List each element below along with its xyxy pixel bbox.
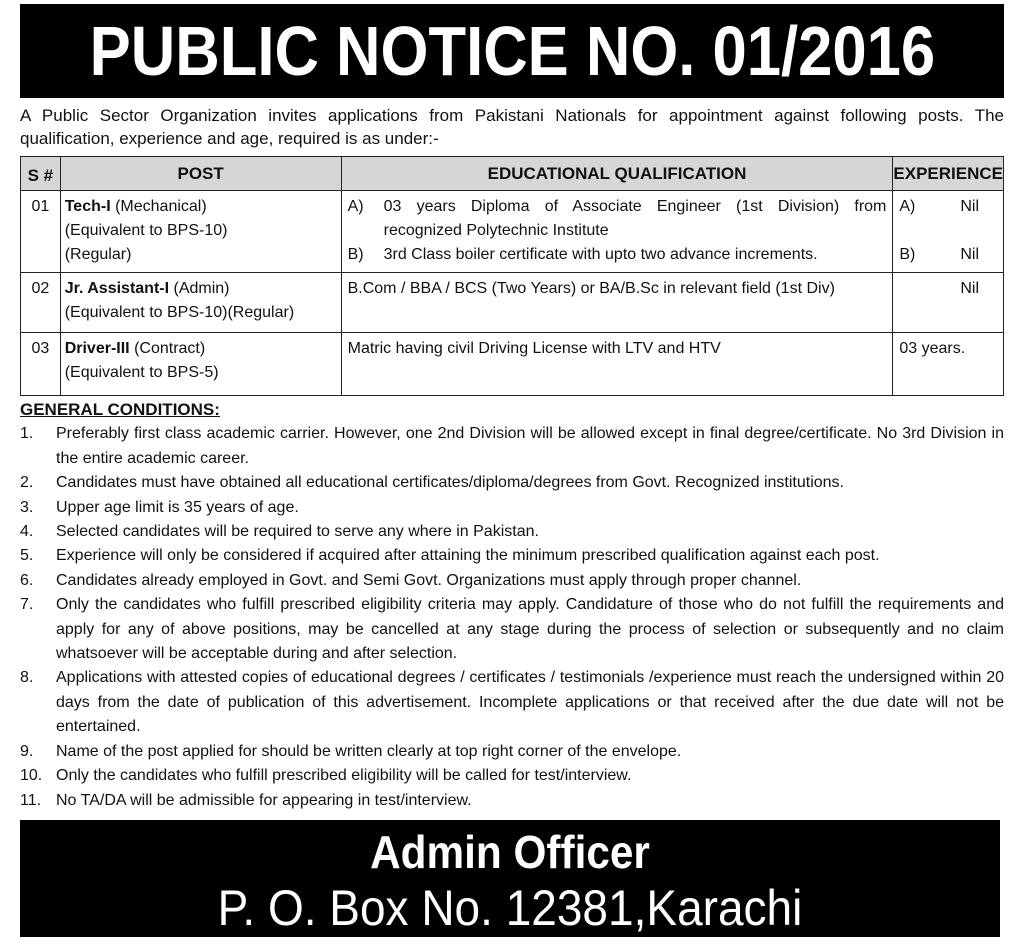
- condition-number: 4.: [20, 523, 34, 541]
- conditions-list: [20, 422, 1004, 813]
- condition-number: 2.: [20, 474, 34, 492]
- condition-item: [20, 544, 1004, 568]
- condition-text: Only the candidates who fulfill prescribed eligibility criteria may apply. Candidature of those who do not fulfill the requirements and apply for any of above positions, may be cancelled at any stage during the process of selection or subsequently and no claim whatsoever will be acceptable during and after selection.: [56, 596, 1004, 663]
- footer-address: P. O. Box No. 12381,Karachi: [217, 880, 803, 936]
- row-post: [60, 333, 341, 396]
- intro-paragraph: [20, 104, 1004, 150]
- exp-key-b: B): [899, 246, 916, 263]
- table-row: [21, 273, 1004, 333]
- qual-key-a: A): [347, 198, 364, 215]
- condition-number: 6.: [20, 571, 34, 589]
- exp-val: Nil: [960, 280, 979, 297]
- condition-text: Name of the post applied for should be written clearly at top right corner of the envelope.: [56, 742, 682, 760]
- posts-table: [20, 156, 1004, 396]
- intro-line-1: A Public Sector Organization invites applications from Pakistani Nationals for appointment against following posts. The: [20, 106, 1004, 125]
- condition-number: 5.: [20, 547, 34, 565]
- condition-item: [20, 520, 1004, 544]
- condition-number: 9.: [20, 742, 34, 760]
- post-name: Tech-I: [64, 198, 111, 215]
- condition-text: Upper age limit is 35 years of age.: [56, 498, 299, 516]
- row-sn: 02: [21, 273, 61, 333]
- condition-number: 8.: [20, 669, 34, 687]
- exp-key-a: A): [899, 198, 916, 215]
- header-experience: EXPERIENCE: [893, 157, 1004, 191]
- post-grade: (Equivalent to BPS-10)(Regular): [64, 304, 295, 321]
- post-grade: (Equivalent to BPS-10): [64, 222, 228, 239]
- row-post: [60, 191, 341, 273]
- contact-footer: [20, 820, 1000, 937]
- row-experience: [893, 273, 1004, 333]
- row-post: [60, 273, 341, 333]
- condition-number: 11.: [20, 791, 42, 809]
- footer-title: Admin Officer: [370, 826, 650, 878]
- condition-text: Experience will only be considered if acquired after attaining the minimum prescribed qualification against each post.: [56, 547, 880, 565]
- condition-text: Selected candidates will be required to serve any where in Pakistan.: [56, 523, 539, 541]
- row-qualification: B.Com / BBA / BCS (Two Years) or BA/B.Sc in relevant field (1st Div): [341, 273, 893, 333]
- table-row: [21, 333, 1004, 396]
- condition-number: 7.: [20, 596, 34, 614]
- condition-item: [20, 422, 1004, 471]
- condition-number: 10.: [20, 767, 43, 785]
- exp-val-a: Nil: [960, 198, 979, 215]
- header-qualification: EDUCATIONAL QUALIFICATION: [341, 157, 893, 191]
- table-row: [21, 191, 1004, 273]
- condition-item: [20, 471, 1004, 495]
- conditions-heading: GENERAL CONDITIONS:: [20, 400, 220, 419]
- qual-key-b: B): [347, 246, 364, 263]
- condition-number: 1.: [20, 425, 34, 443]
- qual-text-b: 3rd Class boiler certificate with upto two advance increments.: [383, 246, 818, 263]
- post-name: Driver-III: [64, 340, 130, 357]
- row-sn: 03: [21, 333, 61, 396]
- condition-text: Preferably first class academic carrier. However, one 2nd Division will be allowed except in final degree/certificate. No 3rd Division in the entire academic career.: [56, 425, 1004, 467]
- condition-text: No TA/DA will be admissible for appearing in test/interview.: [56, 791, 472, 809]
- post-status: (Regular): [64, 246, 132, 263]
- row-sn: 01: [21, 191, 61, 273]
- condition-item: [20, 789, 1004, 813]
- condition-text: Applications with attested copies of educational degrees / certificates / testimonials /experience must reach the undersigned within 20 days from the date of publication of this advertisement. Incomplete applications or that received after the due date will not be entertained.: [56, 669, 1004, 736]
- post-type: (Admin): [169, 280, 230, 297]
- row-qualification: [341, 191, 893, 273]
- condition-item: [20, 764, 1004, 788]
- intro-line-2: qualification, experience and age, required is as under:-: [20, 129, 439, 148]
- post-type: (Contract): [129, 340, 206, 357]
- table-header-row: [21, 157, 1004, 191]
- condition-text: Only the candidates who fulfill prescribed eligibility will be called for test/interview.: [56, 767, 632, 785]
- row-experience: 03 years.: [893, 333, 1004, 396]
- qual-text-a: 03 years Diploma of Associate Engineer (1st Division) from: [383, 198, 887, 215]
- condition-number: 3.: [20, 498, 34, 516]
- row-experience: [893, 191, 1004, 273]
- notice-title: PUBLIC NOTICE NO. 01/2016: [89, 12, 935, 90]
- general-conditions: [20, 398, 1004, 813]
- header-sn: S #: [21, 157, 61, 191]
- condition-item: [20, 593, 1004, 666]
- post-type: (Mechanical): [110, 198, 207, 215]
- post-grade: (Equivalent to BPS-5): [64, 364, 219, 381]
- exp-val-b: Nil: [960, 246, 979, 263]
- condition-item: [20, 740, 1004, 764]
- notice-banner: [20, 4, 1004, 98]
- condition-text: Candidates already employed in Govt. and Semi Govt. Organizations must apply through proper channel.: [56, 571, 802, 589]
- post-name: Jr. Assistant-I: [64, 280, 170, 297]
- condition-item: [20, 666, 1004, 739]
- condition-item: [20, 496, 1004, 520]
- condition-text: Candidates must have obtained all educational certificates/diploma/degrees from Govt. Recognized institutions.: [56, 474, 844, 492]
- condition-item: [20, 569, 1004, 593]
- qual-text-a-cont: recognized Polytechnic Institute: [383, 222, 609, 239]
- header-post: POST: [60, 157, 341, 191]
- row-qualification: Matric having civil Driving License with LTV and HTV: [341, 333, 893, 396]
